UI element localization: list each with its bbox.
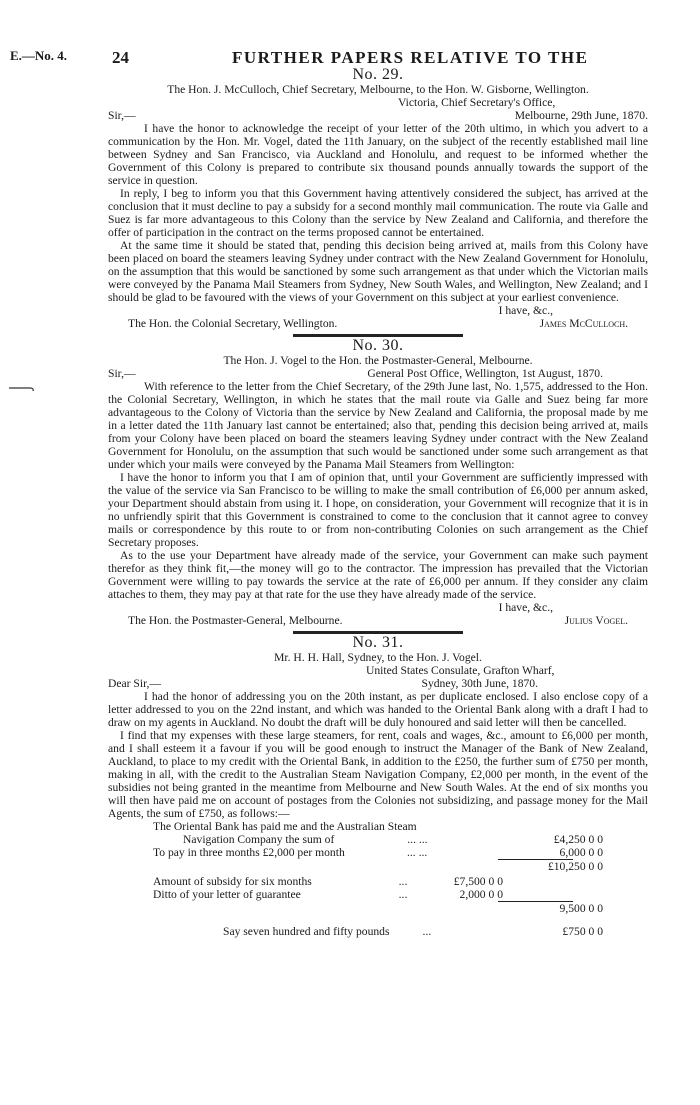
signature: Julius Vogel. xyxy=(564,614,628,627)
account-desc: Navigation Company the sum of xyxy=(183,833,335,846)
account-mid xyxy=(456,902,515,917)
account-desc xyxy=(153,902,378,917)
salutation: Sir,— xyxy=(108,109,136,122)
letter-number: No. 30. xyxy=(352,337,404,354)
account-mid xyxy=(456,833,515,846)
account-desc: Amount of subsidy for six months xyxy=(153,875,312,888)
account-mid xyxy=(456,846,515,859)
account-dots: ... xyxy=(398,875,408,888)
margin-pen-mark xyxy=(8,383,36,393)
letter-29 xyxy=(108,68,648,337)
letter-date: Melbourne, 29th June, 1870. xyxy=(514,109,648,122)
account-dots: ... xyxy=(422,925,432,938)
office-date: General Post Office, Wellington, 1st August, 1870. xyxy=(367,367,603,380)
letter-heading: The Hon. J. Vogel to the Hon. the Postmaster-General, Melbourne. xyxy=(223,354,533,367)
account-dots: ... ... xyxy=(407,833,428,846)
account-amount xyxy=(503,875,593,888)
letter-number: No. 31. xyxy=(352,634,404,651)
account-desc: The Oriental Bank has paid me and the Australian Steam xyxy=(153,820,417,833)
account-dots: ... ... xyxy=(406,846,428,859)
running-title: FURTHER PAPERS RELATIVE TO THE xyxy=(232,48,589,67)
account-dots xyxy=(378,860,456,875)
account-desc: Say seven hundred and fifty pounds xyxy=(223,925,390,938)
paragraph: I had the honor of addressing you on the 20th instant, as per duplicate enclosed. I also enclose copy of a letter addressed to you on the 22nd instant, and which was handed to the Oriental Bank along with a draft I had to draw on my agents in Auckland. No doubt the draft will be duly honoured and said letter will then be cancelled. xyxy=(108,690,648,729)
account-row xyxy=(153,875,603,888)
letter-office: United States Consulate, Grafton Wharf, xyxy=(366,664,555,677)
signature: James McCulloch. xyxy=(539,317,628,330)
letter-office: Victoria, Chief Secretary's Office, xyxy=(398,96,556,109)
account-desc: To pay in three months £2,000 per month xyxy=(153,846,345,859)
account-mid: 2,000 0 0 xyxy=(459,888,503,901)
paragraph: As to the use your Department have already made of the service, your Government can make such payment therefor as they think fit,—the money will go to the contractor. The impression has prevailed that the Victorian Government were willing to pay towards the service at the rate of £6,000 per annum. If they consider any claim attaches to them, they may pay at that rate for the use they have already made of the service. xyxy=(108,549,648,601)
account-row xyxy=(153,888,603,901)
account-desc xyxy=(153,860,378,875)
paragraph: I have the honor to inform you that I am of opinion that, until your Government are sufficiently impressed with the value of the service via San Francisco to be willing to make the small contribution of £6,000 per annum asked, your Department should abstain from using it. I hope, on consideration, your Government will recognize that it is in no unfriendly spirit that this Government is constrained to come to the conclusion that it cannot agree to convey mails or correspondence by this route to or from non-contributing Colonies on such arrangement as the Chief Secretary proposes. xyxy=(108,471,648,549)
account-row xyxy=(153,902,603,917)
letter-date: Sydney, 30th June, 1870. xyxy=(421,677,538,690)
letter-30 xyxy=(108,339,648,634)
addressee: The Hon. the Postmaster-General, Melbourne. xyxy=(128,614,343,627)
account-amount: 9,500 0 0 xyxy=(559,902,604,915)
account-row xyxy=(153,925,603,938)
salutation-row xyxy=(108,677,648,690)
paragraph: I have the honor to acknowledge the receipt of your letter of the 20th ultimo, in which you advert to a communication by the Hon. Mr. Vogel, dated the 11th January, on the subject of the recently established mail line between Sydney and San Francisco, via Auckland and Honolulu, and request to be informed whether the Government of this Colony is prepared to contribute six thousand pounds annually towards the support of the service in question. xyxy=(108,122,648,187)
letter-heading: Mr. H. H. Hall, Sydney, to the Hon. J. Vogel. xyxy=(274,651,482,664)
account-mid: £7,500 0 0 xyxy=(453,875,503,888)
letter-31 xyxy=(108,636,648,938)
document-body xyxy=(108,66,648,938)
account-dots xyxy=(378,902,456,917)
account-statement xyxy=(153,820,603,938)
account-amount: £750 0 0 xyxy=(562,925,603,938)
account-amount xyxy=(503,888,593,901)
paragraph: I find that my expenses with these large steamers, for rent, coals and wages, &c., amount to £6,000 per month, and I shall esteem it a favour if you will be good enough to instruct the Manager of the Bank of New Zealand, Auckland, to place to my credit with the Oriental Bank, in addition to the £250, the further sum of £750 per month, making in all, with the credit to the Australian Steam Navigation Company, £2,000 per month, in the event of the subsidies not being granted in the meantime from Melbourne and New South Wales. At the end of six months you will then have paid me on account of postages from the Colonies not subsidizing, and passage money for the Mail Agents, the sum of £750, as follows:— xyxy=(108,729,648,820)
account-row xyxy=(153,860,603,875)
closing: I have, &c., xyxy=(498,304,553,317)
account-desc: Ditto of your letter of guarantee xyxy=(153,888,301,901)
salutation: Dear Sir,— xyxy=(108,677,161,690)
account-mid xyxy=(456,860,515,875)
paragraph: In reply, I beg to inform you that this Government having attentively considered the subject, has arrived at the conclusion that it must decline to pay a subsidy for a second monthly mail communication. The route via Galle and Suez is far more advantageous to this Colony than the service by New Zealand and California, and therefore the offer of participation in the contract on the terms proposed cannot be entertained. xyxy=(108,187,648,239)
account-mid xyxy=(464,925,520,938)
account-amount: £10,250 0 0 xyxy=(547,860,604,873)
letter-heading: The Hon. J. McCulloch, Chief Secretary, Melbourne, to the Hon. W. Gisborne, Wellington. xyxy=(167,83,589,96)
signature-row xyxy=(128,317,648,330)
account-row xyxy=(153,833,603,846)
signature-row xyxy=(128,614,648,627)
account-row xyxy=(153,820,603,833)
account-amount: 6,000 0 0 xyxy=(559,846,604,859)
paragraph: At the same time it should be stated that, pending this decision being arrived at, mails from this Colony have been placed on board the steamers leaving Sydney under contract with the New Zealand Government for Honolulu, on the assumption that this would be sanctioned by some such arrangement as that under which the Victorian mails were conveyed by the Panama Mail Steamers from Sydney, New South Wales, and Wellington, New Zealand; and I should be glad to be favoured with the views of your Government on this subject at your earliest convenience. xyxy=(108,239,648,304)
header-reference: E.—No. 4. xyxy=(10,48,68,63)
account-amount: £4,250 0 0 xyxy=(553,833,603,846)
salutation-row xyxy=(108,109,648,122)
closing: I have, &c., xyxy=(498,601,553,614)
page-number: 24 xyxy=(112,48,129,67)
salutation-row xyxy=(108,367,648,380)
addressee: The Hon. the Colonial Secretary, Wellington. xyxy=(128,317,338,330)
account-dots: ... xyxy=(398,888,408,901)
paragraph: With reference to the letter from the Chief Secretary, of the 29th June last, No. 1,575, addressed to the Hon. the Colonial Secretary, Wellington, in which he states that the mail route via Galle and Suez being far more advantageous to the Colony of Victoria than the service by New Zealand and California, the proposal made by me in a letter dated the 11th January last cannot be entertained; also that, pending this decision being arrived at, mails from your Colony have been placed on board the steamers leaving Sydney under contract with the New Zealand Government for Honolulu, on the assumption that such would be sanctioned under some such arrangement as that under which your mails were conveyed by the Panama Mail Steamers from Wellington: xyxy=(108,380,648,471)
account-row xyxy=(153,846,603,859)
salutation: Sir,— xyxy=(108,367,136,380)
letter-number: No. 29. xyxy=(352,66,404,83)
